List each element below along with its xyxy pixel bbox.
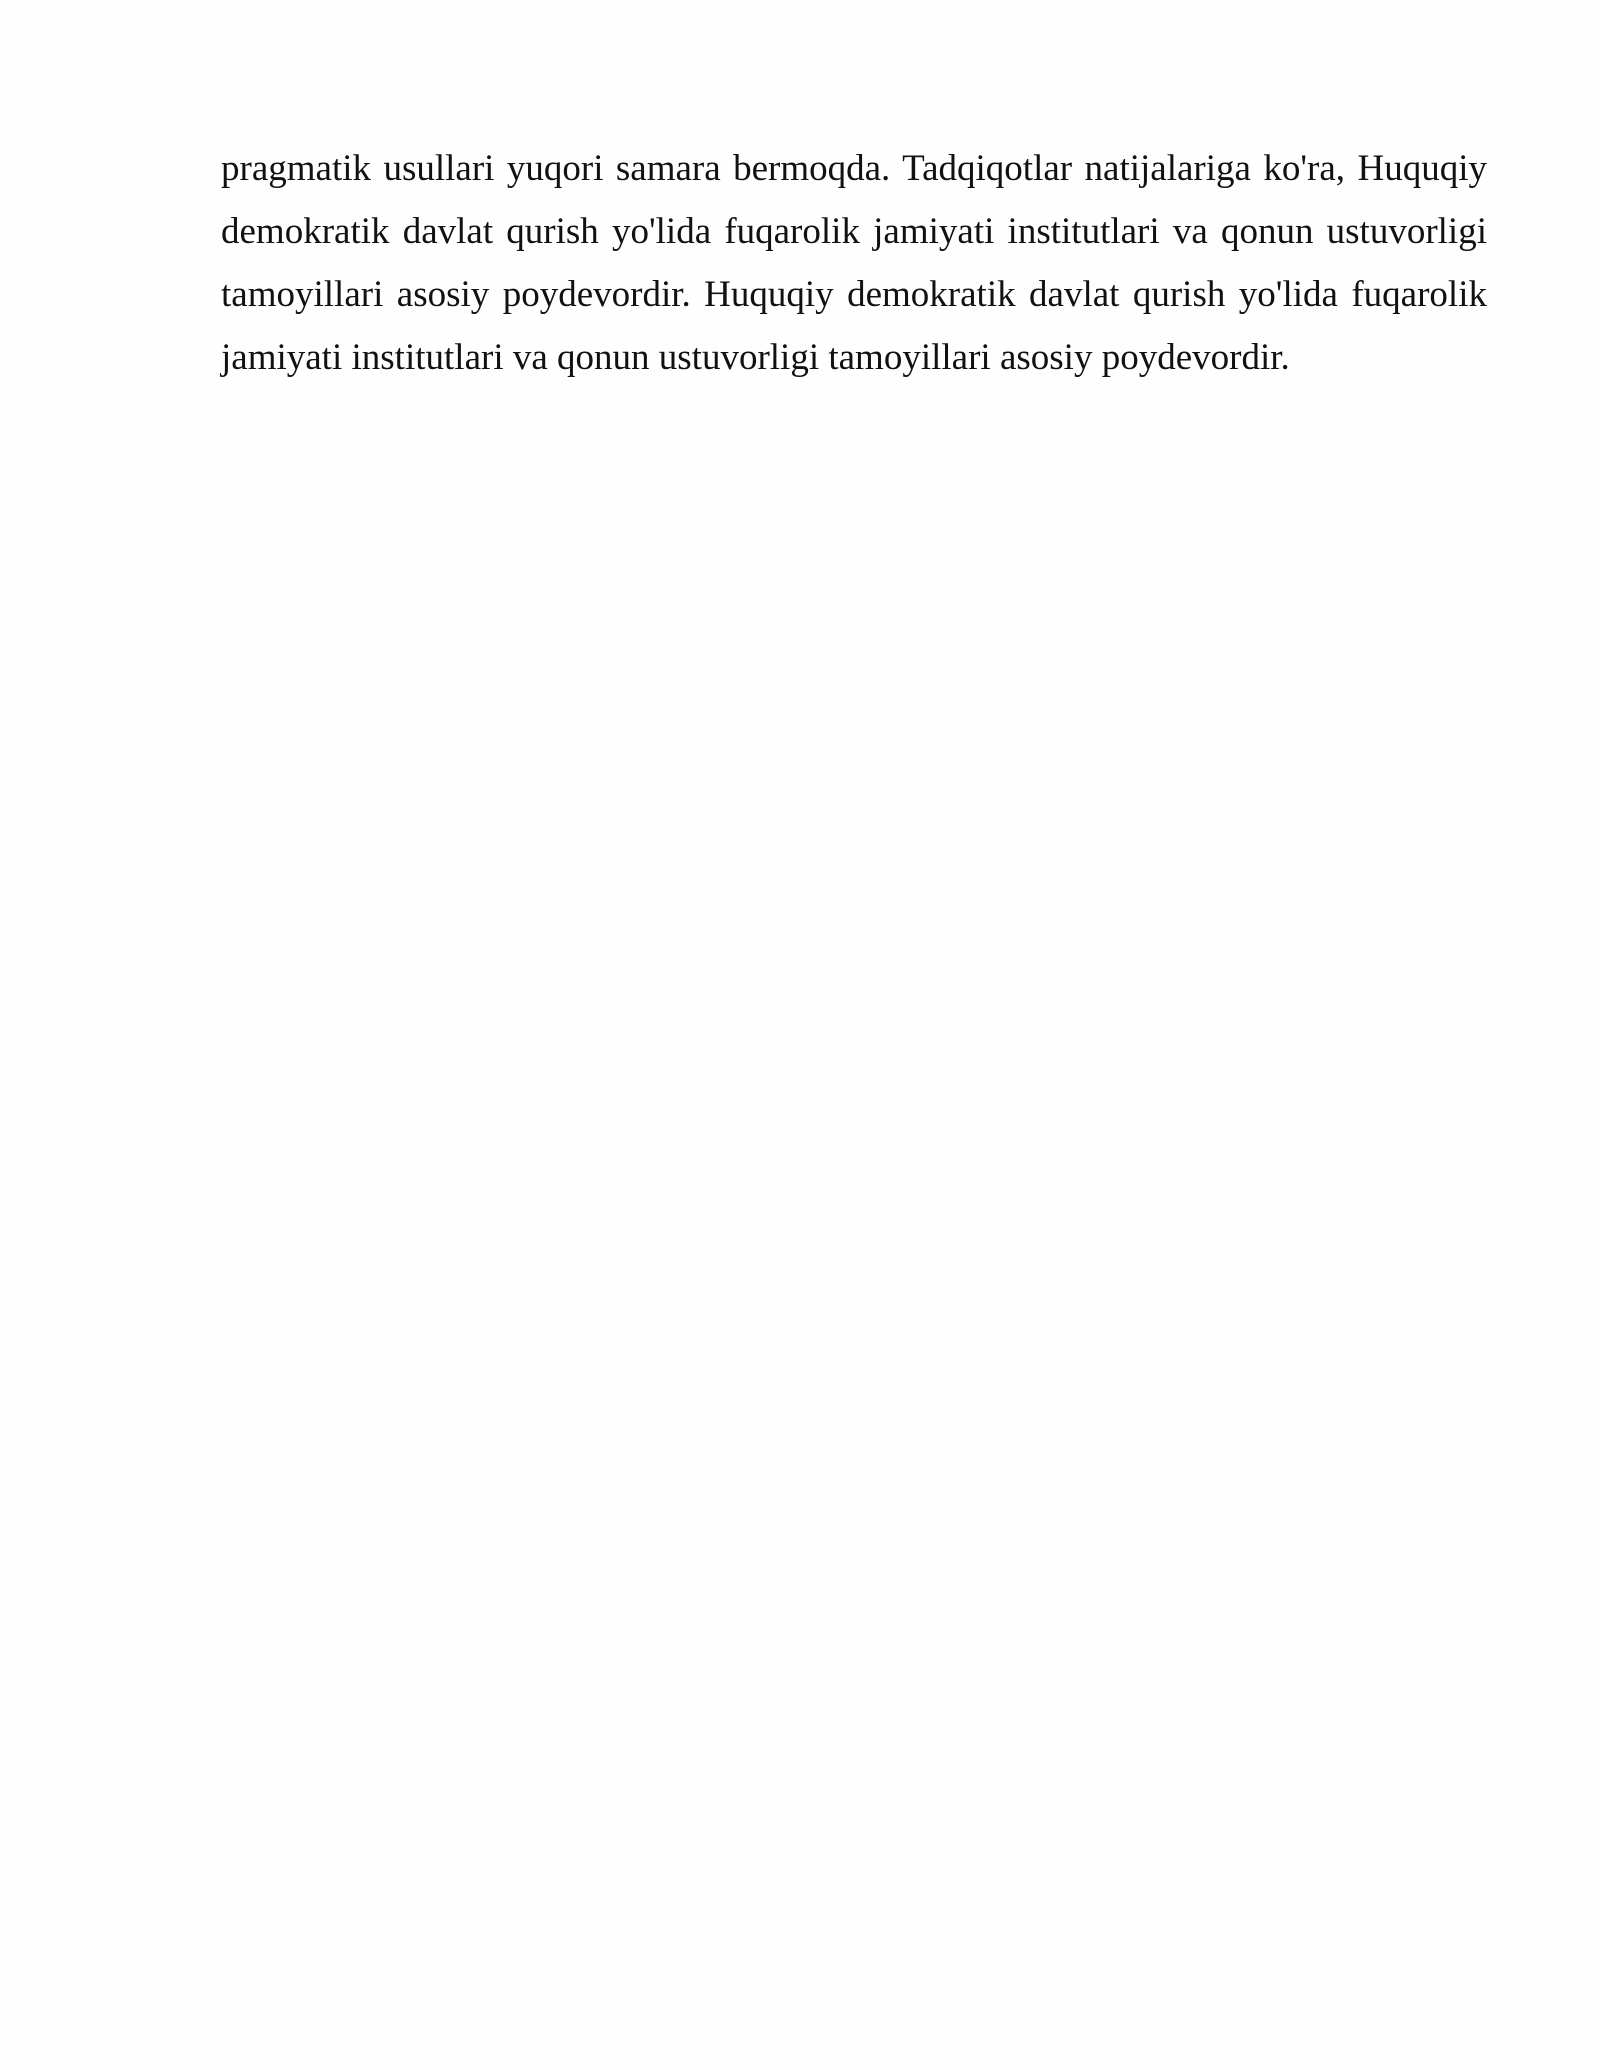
body-paragraph: pragmatik usullari yuqori samara bermoqda. Tadqiqotlar natijalariga ko'ra, Huquqiy demokratik davlat qurish yo'lida fuqarolik jamiyati institutlari va qonun ustuvorligi tamoyillari asosiy poydevordir. Huquqiy demokratik davlat qurish yo'lida fuqarolik jamiyati institutlari va qonun ustuvorligi tamoyillari asosiy poydevordir.	[221, 148, 1487, 378]
